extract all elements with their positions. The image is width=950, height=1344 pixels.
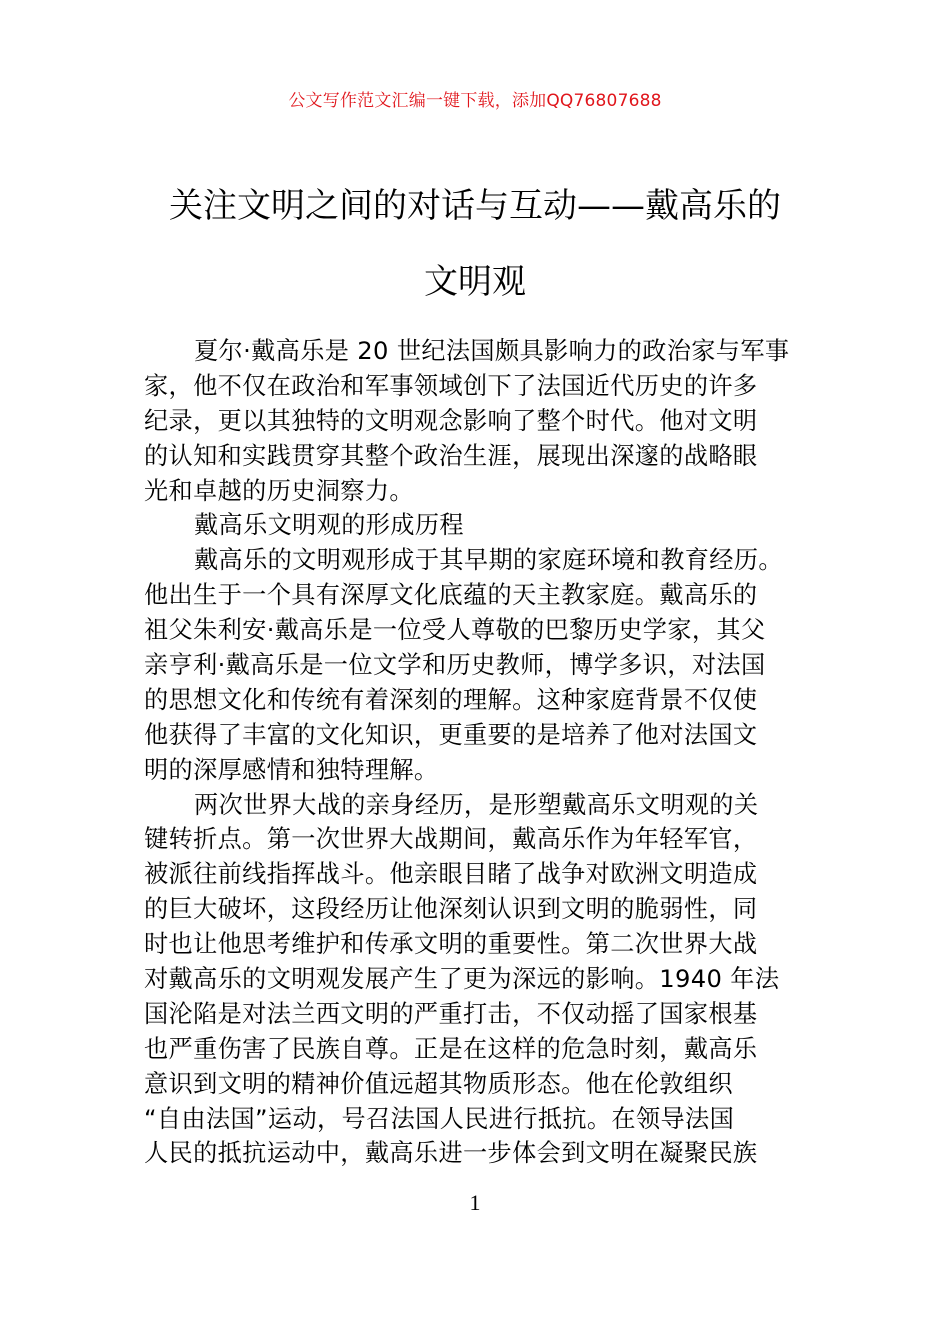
body-line: 国沦陷是对法兰西文明的严重打击，不仅动摇了国家根基 (144, 999, 758, 1028)
title-line-2: 文明观 (424, 262, 526, 302)
document-title (0, 168, 950, 320)
body-line: 纪录，更以其独特的文明观念影响了整个时代。他对文明 (144, 406, 758, 435)
body-line: 家，他不仅在政治和军事领域创下了法国近代历史的许多 (144, 371, 758, 400)
page-number: 1 (469, 1190, 481, 1215)
body-line: 也严重伤害了民族自尊。正是在这样的危急时刻，戴高乐 (144, 1034, 758, 1063)
body-line: 亲亨利·戴高乐是一位文学和历史教师，博学多识，对法国 (144, 651, 766, 680)
title-line-1: 关注文明之间的对话与互动——戴高乐的 (169, 186, 781, 226)
body-line: 祖父朱利安·戴高乐是一位受人尊敬的巴黎历史学家，其父 (144, 616, 766, 645)
body-line: 人民的抵抗运动中，戴高乐进一步体会到文明在凝聚民族 (144, 1139, 758, 1168)
section-heading: 戴高乐文明观的形成历程 (194, 511, 464, 540)
body-line: 两次世界大战的亲身经历，是形塑戴高乐文明观的关 (194, 790, 759, 819)
download-notice: 公文写作范文汇编一键下载，添加QQ76807688 (288, 91, 662, 111)
document-body (144, 334, 816, 1171)
body-line: 他出生于一个具有深厚文化底蕴的天主教家庭。戴高乐的 (144, 581, 758, 610)
body-line: 的思想文化和传统有着深刻的理解。这种家庭背景不仅使 (144, 685, 758, 714)
body-line: 的认知和实践贯穿其整个政治生涯，展现出深邃的战略眼 (144, 441, 758, 470)
body-line: 时也让他思考维护和传承文明的重要性。第二次世界大战 (144, 930, 758, 959)
body-line: 明的深厚感情和独特理解。 (144, 755, 439, 784)
body-line: 被派往前线指挥战斗。他亲眼目睹了战争对欧洲文明造成 (144, 860, 758, 889)
body-line: 他获得了丰富的文化知识，更重要的是培养了他对法国文 (144, 720, 758, 749)
body-line: 键转折点。第一次世界大战期间，戴高乐作为年轻军官， (144, 825, 758, 854)
body-line: 戴高乐的文明观形成于其早期的家庭环境和教育经历。 (194, 546, 783, 575)
body-line: “自由法国”运动，号召法国人民进行抵抗。在领导法国 (144, 1104, 735, 1133)
body-line: 光和卓越的历史洞察力。 (144, 476, 414, 505)
body-line: 的巨大破坏，这段经历让他深刻认识到文明的脆弱性，同 (144, 895, 758, 924)
body-line: 夏尔·戴高乐是 20 世纪法国颇具影响力的政治家与军事 (194, 337, 790, 365)
body-line: 意识到文明的精神价值远超其物质形态。他在伦敦组织 (144, 1069, 733, 1098)
body-line: 对戴高乐的文明观发展产生了更为深远的影响。1940 年法 (144, 965, 780, 994)
